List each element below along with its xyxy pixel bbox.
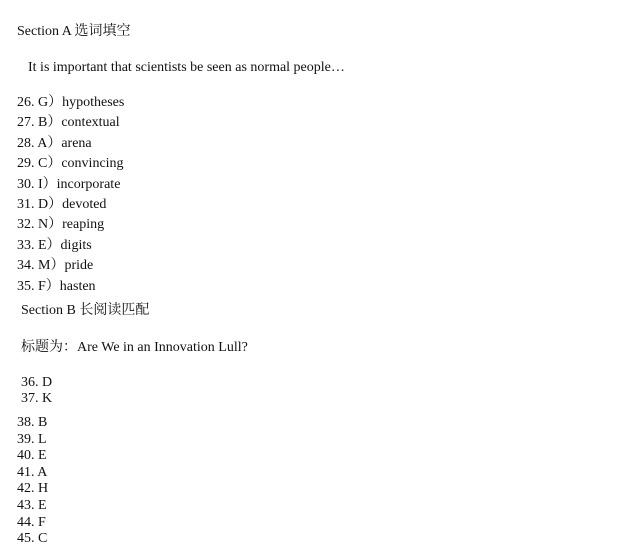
answer-item-29: 29. C）convincing xyxy=(17,156,124,172)
answer-item-28: 28. A）arena xyxy=(17,135,92,151)
answer-item-32: 32. N）reaping xyxy=(17,217,105,233)
answer-item-31: 31. D）devoted xyxy=(17,196,107,212)
answer-item-39: 39. L xyxy=(17,431,47,447)
section-a-intro-sentence: It is important that scientists be seen as normal people… xyxy=(28,60,345,75)
answer-item-26: 26. G）hypotheses xyxy=(17,95,125,110)
section-a-heading: Section A 选词填空 xyxy=(17,24,131,39)
section-b-answer-list-second xyxy=(17,415,48,548)
answer-item-30: 30. I）incorporate xyxy=(17,176,121,192)
answer-item-35: 35. F）hasten xyxy=(17,278,96,294)
answer-item-41: 41. A xyxy=(17,464,48,480)
section-b-answer-list-first xyxy=(21,375,52,407)
answer-item-43: 43. E xyxy=(17,497,47,513)
answer-item-38: 38. B xyxy=(17,415,48,430)
answer-item-27: 27. B）contextual xyxy=(17,115,120,131)
answer-item-45: 45. C xyxy=(17,531,48,547)
answer-item-33: 33. E）digits xyxy=(17,237,92,253)
answer-item-37: 37. K xyxy=(21,391,53,406)
section-b-heading: Section B 长阅读匹配 xyxy=(21,303,150,318)
section-a-answer-list xyxy=(17,95,124,299)
section-b-title-line: 标题为：Are We in an Innovation Lull? xyxy=(21,340,248,355)
answer-item-42: 42. H xyxy=(17,481,49,497)
answer-item-44: 44. F xyxy=(17,514,46,530)
answer-item-40: 40. E xyxy=(17,448,47,464)
answer-item-36: 36. D xyxy=(21,375,53,390)
answer-item-34: 34. M）pride xyxy=(17,258,94,274)
